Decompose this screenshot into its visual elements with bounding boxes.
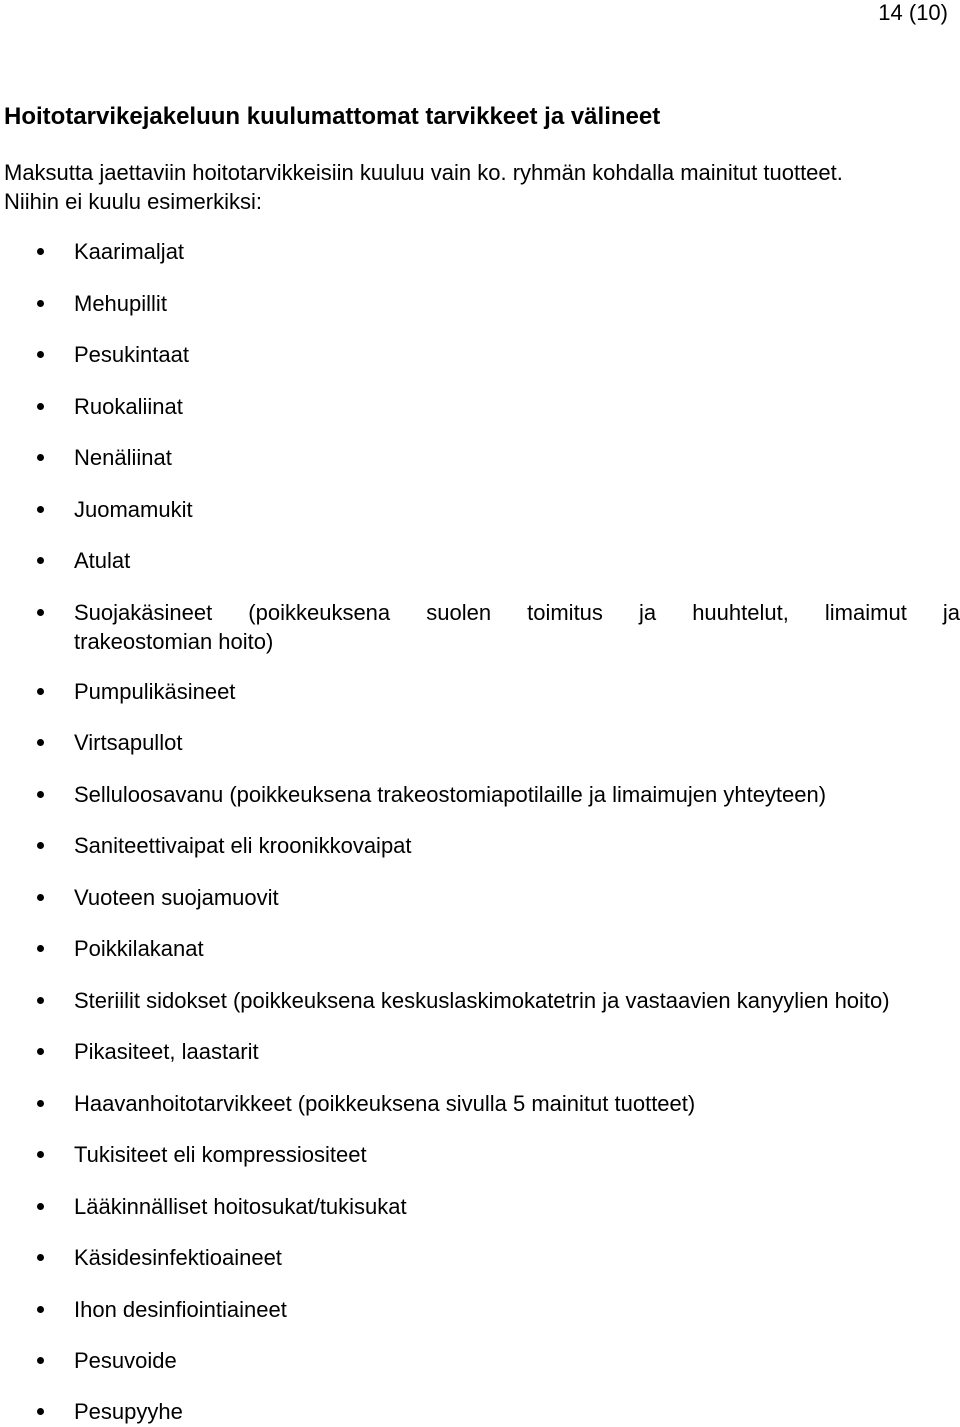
list-item-label: Ihon desinfiointiaineet [74, 1297, 287, 1322]
list-item-label: Vuoteen suojamuovit [74, 885, 279, 910]
list-item-label: Pesukintaat [74, 342, 189, 367]
list-item-label: Kaarimaljat [74, 239, 185, 264]
bullet-icon [37, 1357, 44, 1364]
bullet-icon [37, 248, 44, 255]
list-item-label: Lääkinnälliset hoitosukat/tukisukat [74, 1194, 407, 1219]
bullet-icon [37, 1408, 44, 1415]
bullet-icon [37, 1254, 44, 1261]
bullet-icon [37, 506, 44, 513]
bullet-icon [37, 1151, 44, 1158]
list-item-label: Ruokaliinat [74, 394, 183, 419]
bullet-icon [37, 351, 44, 358]
list-item-label: Virtsapullot [74, 730, 183, 755]
bullet-icon [37, 1306, 44, 1313]
bullet-icon [37, 300, 44, 307]
list-item-label: Pesupyyhe [74, 1399, 183, 1424]
list-item-label: Atulat [74, 548, 131, 573]
list-item-label: Pumpulikäsineet [74, 679, 236, 704]
list-item-label: Steriilit sidokset (poikkeuksena keskuslaskimokatetrin ja vastaavien kanyylien hoito) [74, 988, 890, 1013]
list-item-label: Mehupillit [74, 291, 167, 316]
bullet-icon [37, 791, 44, 798]
list-item-label-line-1: Suojakäsineet (poikkeuksena suolen toimitus ja huuhtelut, limaimut ja [74, 600, 960, 625]
bullet-icon [37, 739, 44, 746]
list-item-label: Selluloosavanu (poikkeuksena trakeostomiapotilaille ja limaimujen yhteyteen) [74, 782, 827, 807]
bullet-icon [37, 403, 44, 410]
intro-line-1: Maksutta jaettaviin hoitotarvikkeisiin kuuluu vain ko. ryhmän kohdalla mainitut tuotteet. [4, 160, 843, 185]
bullet-icon [37, 688, 44, 695]
list-item-label [74, 598, 960, 656]
list-item-label: Tukisiteet eli kompressiositeet [74, 1142, 367, 1167]
bullet-icon [37, 1100, 44, 1107]
intro-paragraph [4, 158, 950, 216]
bullet-icon [37, 842, 44, 849]
bullet-icon [37, 1048, 44, 1055]
list-item-label: Nenäliinat [74, 445, 172, 470]
list-item-label-line-2: trakeostomian hoito) [74, 629, 274, 654]
list-item-label: Poikkilakanat [74, 936, 204, 961]
list-item-label: Käsidesinfektioaineet [74, 1245, 282, 1270]
intro-line-2: Niihin ei kuulu esimerkiksi: [4, 189, 262, 214]
page-number: 14 (10) [878, 0, 948, 25]
list-item-label: Saniteettivaipat eli kroonikkovaipat [74, 833, 412, 858]
list-item-label: Juomamukit [74, 497, 193, 522]
bullet-icon [37, 454, 44, 461]
bullet-icon [37, 1203, 44, 1210]
bullet-icon [37, 557, 44, 564]
bullet-icon [37, 997, 44, 1004]
list-item-label: Haavanhoitotarvikkeet (poikkeuksena sivulla 5 mainitut tuotteet) [74, 1091, 696, 1116]
section-title: Hoitotarvikejakeluun kuulumattomat tarvikkeet ja välineet [4, 103, 661, 130]
list-item-label: Pikasiteet, laastarit [74, 1039, 259, 1064]
bullet-icon [37, 894, 44, 901]
list-item-label: Pesuvoide [74, 1348, 177, 1373]
bullet-icon [37, 945, 44, 952]
bullet-icon [37, 609, 44, 616]
